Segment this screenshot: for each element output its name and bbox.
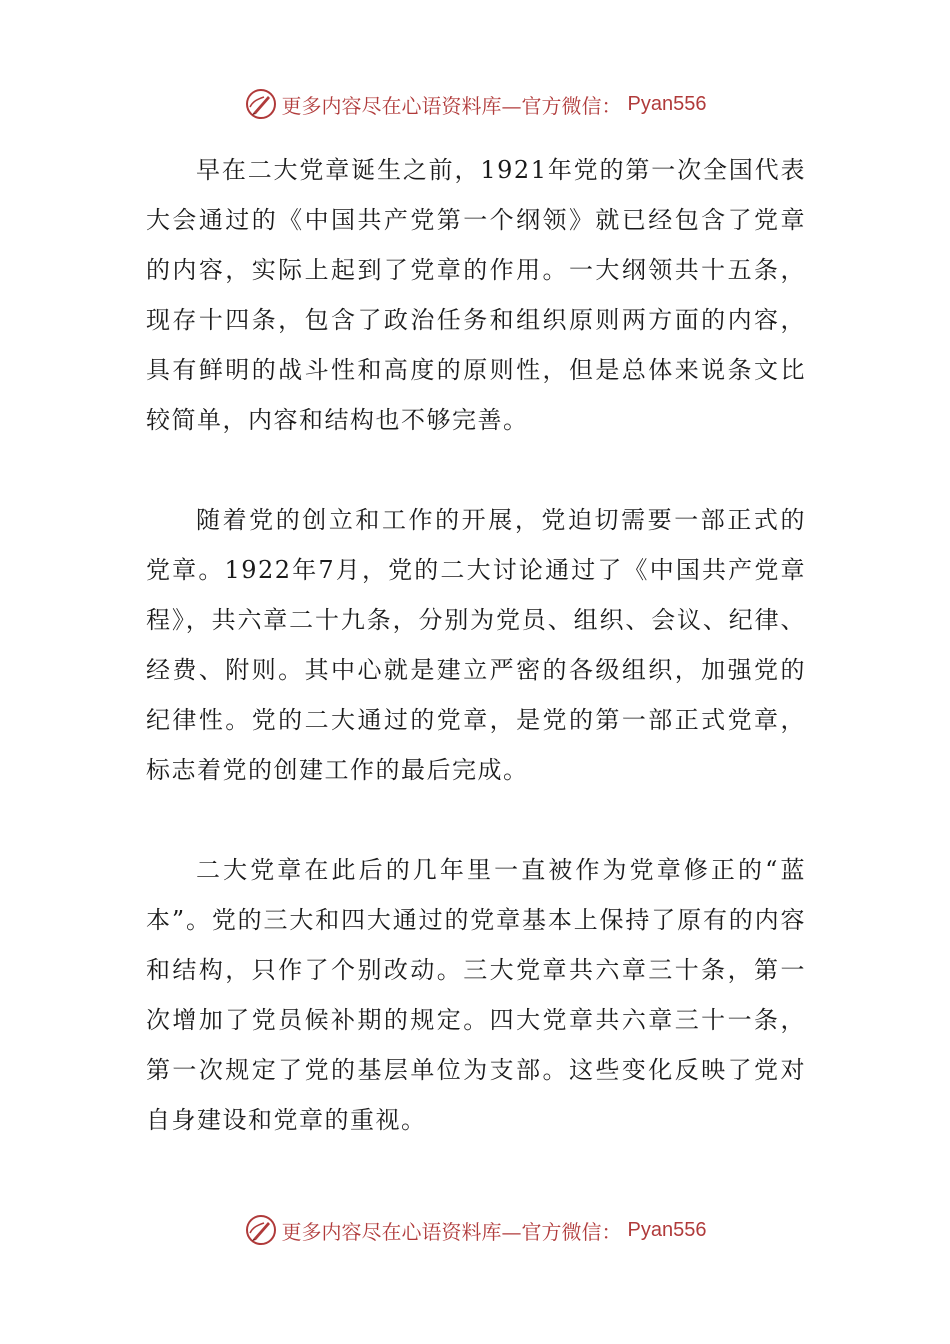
footer-banner-text: 更多内容尽在心语资料库—官方微信：: [281, 1219, 622, 1244]
document-body: [146, 145, 806, 1195]
footer-wechat-id: Pyan556: [627, 1218, 707, 1241]
footer-banner: [0, 1208, 950, 1252]
pen-logo-icon: [244, 1213, 278, 1247]
paragraph-3: 二大党章在此后的几年里一直被作为党章修正的“蓝本”。党的三大和四大通过的党章基本上保持了原有的内容和结构，只作了个别改动。三大党章共六章三十条，第一次增加了党员候补期的规定。四大党章共六章三十一条，第一次规定了党的基层单位为支部。这些变化反映了党对自身建设和党章的重视。: [146, 856, 806, 1134]
header-banner-text: 更多内容尽在心语资料库—官方微信：: [281, 93, 622, 118]
pen-logo-icon: [244, 87, 278, 121]
paragraph-1: 早在二大党章诞生之前，1921年党的第一次全国代表大会通过的《中国共产党第一个纲领》就已经包含了党章的内容，实际上起到了党章的作用。一大纲领共十五条，现存十四条，包含了政治任务和组织原则两方面的内容，具有鲜明的战斗性和高度的原则性，但是总体来说条文比较简单，内容和结构也不够完善。: [146, 156, 806, 434]
header-banner: [0, 82, 950, 126]
header-wechat-id: Pyan556: [627, 92, 707, 115]
paragraph-2: 随着党的创立和工作的开展，党迫切需要一部正式的党章。1922年7月，党的二大讨论通过了《中国共产党章程》，共六章二十九条，分别为党员、组织、会议、纪律、经费、附则。其中心就是建立严密的各级组织，加强党的纪律性。党的二大通过的党章，是党的第一部正式党章，标志着党的创建工作的最后完成。: [146, 506, 806, 784]
